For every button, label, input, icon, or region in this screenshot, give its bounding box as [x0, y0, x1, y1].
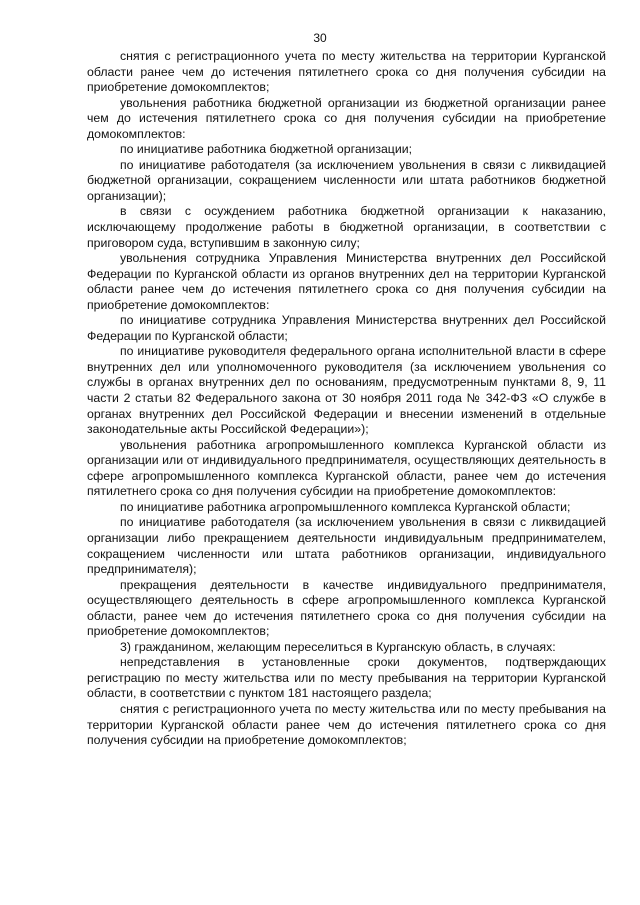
paragraph: по инициативе работника бюджетной организации; [120, 142, 413, 157]
paragraph: по инициативе работника агропромышленного комплекса Курганской области; [120, 499, 571, 514]
paragraph: по инициативе работодателя (за исключением увольнения в связи с ликвидацией бюджетной организации, сокращением численности или штата работников бюджетной организации); [87, 157, 606, 203]
paragraph: увольнения сотрудника Управления Министерства внутренних дел Российской Федерации по Курганской области из органов внутренних дел на территории Курганской области ранее чем до истечения пятилетнего срока со дня получения субсидии на приобретение домокомплектов: [87, 251, 606, 312]
paragraph: в связи с осуждением работника бюджетной организации к наказанию, исключающему продолжение работы в бюджетной организации, в соответствии с приговором суда, вступившим в законную силу; [87, 204, 606, 250]
paragraph: снятия с регистрационного учета по месту жительства на территории Курганской области ранее чем до истечения пятилетнего срока со дня получения субсидии на приобретение домокомплектов; [87, 49, 606, 95]
paragraph: увольнения работника бюджетной организации из бюджетной организации ранее чем до истечения пятилетнего срока со дня получения субсидии на приобретение домокомплектов: [87, 95, 606, 141]
paragraph: прекращения деятельности в качестве индивидуального предпринимателя, осуществляющего деятельность в сфере агропромышленного комплекса Курганской области, ранее чем до истечения пятилетнего срока со дня получения субсидии на приобретение домокомплектов; [87, 577, 606, 639]
paragraph: по инициативе работодателя (за исключением увольнения в связи с ликвидацией организации либо прекращением деятельности индивидуальным предпринимателем, сокращением численности или штата работников организации, индивидуального предпринимателя); [87, 515, 606, 577]
paragraph: непредставления в установленные сроки документов, подтверждающих регистрацию по месту жительства или по месту пребывания на территории Курганской области, в соответствии с пунктом 181 настоящего раздела; [87, 655, 606, 701]
paragraph: по инициативе руководителя федерального органа исполнительной власти в сфере внутренних дел или уполномоченного руководителя (за исключением увольнения со службы в органах внутренних дел по основаниям, предусмотренным пунктами 8, 9, 11 части 2 статьи 82 Федерального закона от 30 ноября 2011 года № 342-ФЗ «О службе в органах внутренних дел Российской Федерации и внесении изменений в отдельные законодательные акты Российской Федерации»); [87, 344, 606, 437]
document-body [87, 49, 606, 749]
page-number: 30 [313, 31, 327, 45]
paragraph: 3) гражданином, желающим переселиться в Курганскую область, в случаях: [120, 639, 556, 654]
paragraph: увольнения работника агропромышленного комплекса Курганской области из организации или от индивидуального предпринимателя, осуществляющих деятельность в сфере агропромышленного комплекса Курганской области, ранее чем до истечения пятилетнего срока со дня получения субсидии на приобретение домокомплектов: [87, 437, 606, 499]
paragraph: по инициативе сотрудника Управления Министерства внутренних дел Российской Федерации по Курганской области; [87, 313, 606, 343]
paragraph: снятия с регистрационного учета по месту жительства или по месту пребывания на территории Курганской области ранее чем до истечения пятилетнего срока со дня получения субсидии на приобретение домокомплектов; [87, 701, 606, 748]
